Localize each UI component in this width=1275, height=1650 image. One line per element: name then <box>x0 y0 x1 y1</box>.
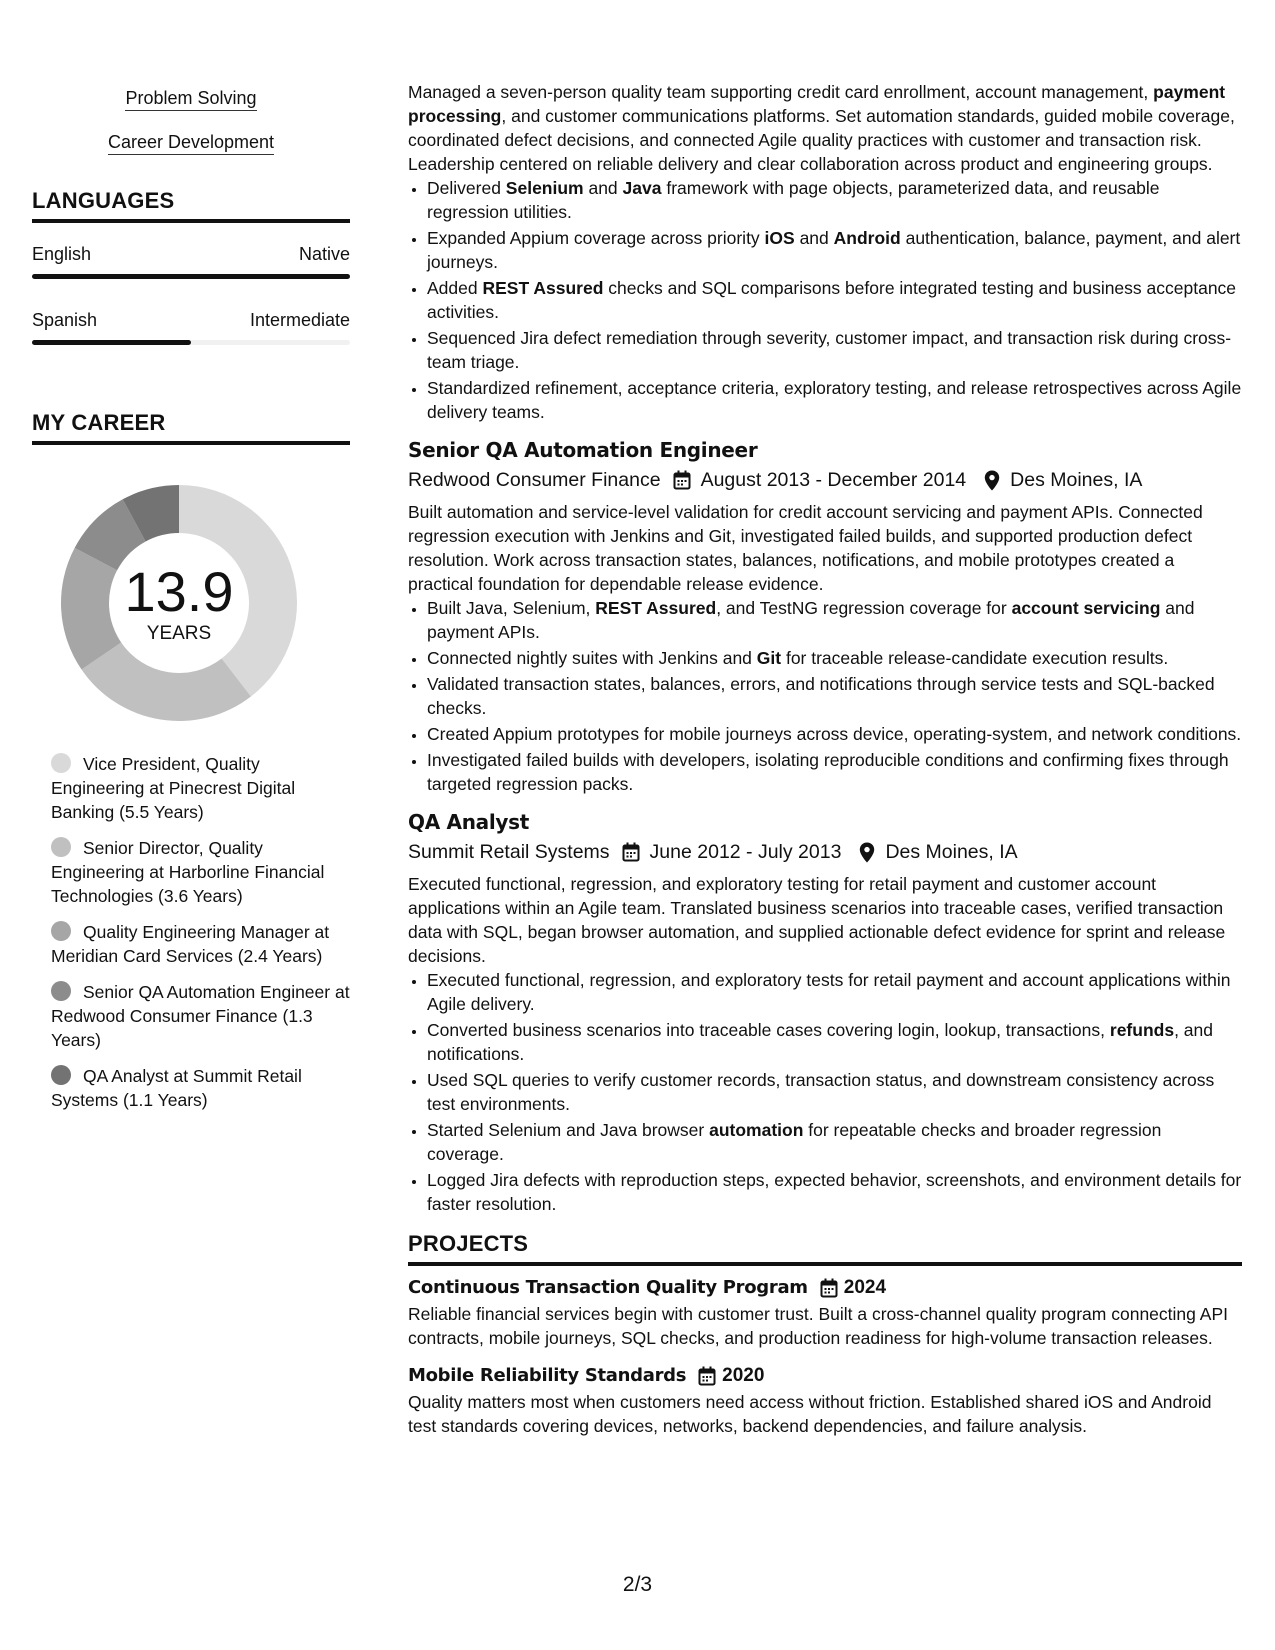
language-proficiency-bar <box>32 340 350 345</box>
language-name: English <box>32 244 92 264</box>
job-dates: August 2013 - December 2014 <box>700 469 967 491</box>
skill-item <box>32 130 350 155</box>
job-summary: Managed a seven-person quality team supporting credit card enrollment, account management, payment processing, and customer communications platforms. Set automation standards, guided mobile coverage, coordinated defect decisions, and connected Agile quality practices with customer and transaction risk. Leadership centered on reliable delivery and clear collaboration across product and engineering groups. <box>408 82 1235 174</box>
project-title: Mobile Reliability Standards <box>408 1365 687 1386</box>
career-legend-item <box>51 836 350 908</box>
career-legend-label: QA Analyst at Summit Retail Systems (1.1 Years) <box>51 1066 302 1110</box>
job-location: Des Moines, IA <box>1010 469 1143 491</box>
job-bullet: • Built Java, Selenium, REST Assured, and TestNG regression coverage for account servicing and payment APIs. <box>427 596 1242 644</box>
job-company: Redwood Consumer Finance <box>408 469 661 491</box>
career-legend-label: Vice President, Quality Engineering at Pinecrest Digital Banking (5.5 Years) <box>51 754 296 822</box>
language-item <box>32 243 350 279</box>
job-bullet: • Added REST Assured checks and SQL comparisons before integrated testing and business acceptance activities. <box>427 276 1242 324</box>
skill-label: Career Development <box>108 131 274 155</box>
legend-dot-icon <box>51 753 71 773</box>
job-summary: Built automation and service-level validation for credit account servicing and payment APIs. Connected regression execution with Jenkins and Git, investigated failed builds, and supported production defect resolution. Work across transaction states, balances, notifications, and mobile prototypes created a practical foundation for dependable release evidence. <box>408 502 1203 594</box>
career-legend-label: Senior QA Automation Engineer at Redwood Consumer Finance (1.3 Years) <box>51 982 350 1050</box>
job-bullet: • Created Appium prototypes for mobile journeys across device, operating-system, and network conditions. <box>427 722 1242 746</box>
project-description: Reliable financial services begin with customer trust. Built a cross-channel quality program connecting API contracts, mobile journeys, SQL checks, and production readiness for high-volume transaction releases. <box>408 1304 1228 1348</box>
languages-heading: LANGUAGES <box>32 187 350 223</box>
project-title-row <box>408 1364 1242 1388</box>
language-proficiency-bar <box>32 274 350 279</box>
job-meta <box>408 839 1242 865</box>
job-title: Senior QA Automation Engineer <box>408 438 758 462</box>
job-bullets <box>408 968 1242 1216</box>
project-year: 2020 <box>722 1365 765 1386</box>
job-location: Des Moines, IA <box>885 841 1018 863</box>
map-pin-icon <box>984 470 1000 491</box>
job-bullet: • Investigated failed builds with developers, isolating reproducible conditions and confirming fixes through targeted regression packs. <box>427 748 1242 796</box>
career-legend-item <box>51 920 350 968</box>
career-legend-label: Senior Director, Quality Engineering at Harborline Financial Technologies (3.6 Years) <box>51 838 325 906</box>
legend-dot-icon <box>51 981 71 1001</box>
career-legend-item <box>51 980 350 1052</box>
legend-dot-icon <box>51 837 71 857</box>
career-legend <box>32 752 350 1112</box>
projects-heading: PROJECTS <box>408 1230 1242 1266</box>
map-pin-icon <box>859 842 875 863</box>
project-entry <box>408 1276 1242 1350</box>
main-content <box>408 80 1242 1438</box>
language-level: Native <box>298 244 350 264</box>
project-title: Continuous Transaction Quality Program <box>408 1277 808 1298</box>
language-proficiency-fill <box>32 274 350 279</box>
job-bullets <box>408 596 1242 796</box>
job-entry <box>408 80 1242 424</box>
project-description: Quality matters most when customers need access without friction. Established shared iOS and Android test standards covering devices, networks, backend dependencies, and failure analysis. <box>408 1392 1212 1436</box>
career-donut-chart <box>54 478 304 728</box>
job-dates: June 2012 - July 2013 <box>649 841 842 863</box>
project-entry <box>408 1364 1242 1438</box>
project-year: 2024 <box>843 1277 887 1298</box>
language-item <box>32 309 350 345</box>
project-title-row <box>408 1276 1242 1300</box>
job-bullet: • Connected nightly suites with Jenkins and Git for traceable release-candidate execution results. <box>427 646 1242 670</box>
career-total-years: 13.9 <box>124 560 234 623</box>
page-number: 2/3 <box>622 1573 653 1596</box>
job-bullet: • Logged Jira defects with reproduction steps, expected behavior, screenshots, and environment details for faster resolution. <box>427 1168 1242 1216</box>
job-bullet: • Used SQL queries to verify customer records, transaction status, and downstream consistency across test environments. <box>427 1068 1242 1116</box>
job-title: QA Analyst <box>408 810 530 834</box>
career-heading: MY CAREER <box>32 409 350 445</box>
job-bullet: • Validated transaction states, balances, errors, and notifications through service tests and SQL-backed checks. <box>427 672 1242 720</box>
calendar-icon <box>673 470 691 490</box>
job-bullet: • Started Selenium and Java browser automation for repeatable checks and broader regression coverage. <box>427 1118 1242 1166</box>
job-summary: Executed functional, regression, and exploratory testing for retail payment and customer account applications within an Agile team. Translated business scenarios into traceable cases, verified transaction data with SQL, began browser automation, and supplied actionable defect evidence for sprint and release decisions. <box>408 874 1226 966</box>
career-total-unit: YEARS <box>146 623 212 644</box>
calendar-icon <box>698 1366 716 1386</box>
legend-dot-icon <box>51 1065 71 1085</box>
job-bullet: • Expanded Appium coverage across priority iOS and Android authentication, balance, payment, and alert journeys. <box>427 226 1242 274</box>
job-bullets <box>408 176 1242 424</box>
job-bullet: • Standardized refinement, acceptance criteria, exploratory testing, and release retrospectives across Agile delivery teams. <box>427 376 1242 424</box>
sidebar <box>32 86 350 1124</box>
calendar-icon <box>622 842 640 862</box>
job-company: Summit Retail Systems <box>408 841 610 863</box>
career-legend-item <box>51 752 350 824</box>
job-bullet: • Sequenced Jira defect remediation through severity, customer impact, and transaction risk during cross-team triage. <box>427 326 1242 374</box>
language-name: Spanish <box>32 310 98 330</box>
job-entry <box>408 809 1242 1216</box>
skill-label: Problem Solving <box>125 87 256 111</box>
language-proficiency-fill <box>32 340 191 345</box>
career-legend-label: Quality Engineering Manager at Meridian Card Services (2.4 Years) <box>51 922 330 966</box>
job-entry <box>408 437 1242 796</box>
career-legend-item <box>51 1064 350 1112</box>
job-bullet: • Converted business scenarios into traceable cases covering login, lookup, transactions, refunds, and notifications. <box>427 1018 1242 1066</box>
job-bullet: • Delivered Selenium and Java framework with page objects, parameterized data, and reusable regression utilities. <box>427 176 1242 224</box>
calendar-icon <box>820 1278 838 1298</box>
language-level: Intermediate <box>249 310 350 330</box>
job-meta <box>408 467 1242 493</box>
skill-item <box>32 86 350 111</box>
legend-dot-icon <box>51 921 71 941</box>
job-bullet: • Executed functional, regression, and exploratory tests for retail payment and account applications within Agile delivery. <box>427 968 1242 1016</box>
